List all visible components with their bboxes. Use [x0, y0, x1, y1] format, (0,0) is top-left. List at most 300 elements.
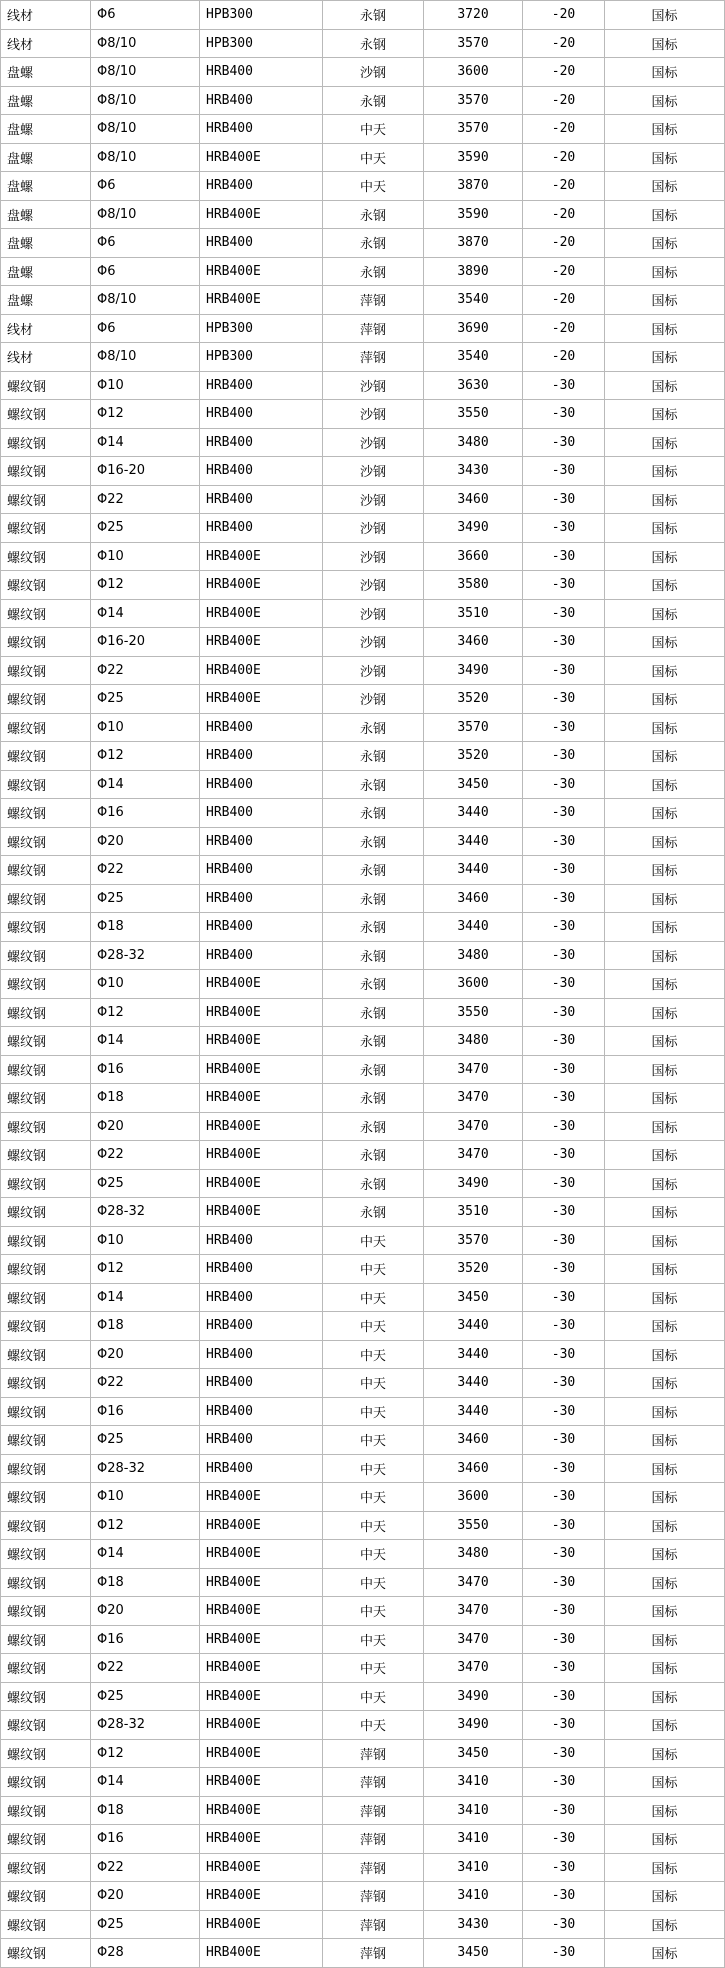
table-row [1, 1198, 725, 1227]
cell-spec: Φ18 [91, 913, 200, 942]
cell-product: 螺纹钢 [1, 1369, 91, 1398]
cell-change: -30 [523, 1568, 605, 1597]
cell-spec: Φ12 [91, 1739, 200, 1768]
cell-standard: 国标 [605, 1084, 725, 1113]
cell-price: 3590 [424, 143, 523, 172]
table-body [1, 1, 725, 1968]
cell-price: 3470 [424, 1112, 523, 1141]
cell-grade: HRB400 [200, 770, 323, 799]
cell-product: 螺纹钢 [1, 913, 91, 942]
cell-standard: 国标 [605, 1711, 725, 1740]
cell-price: 3450 [424, 1283, 523, 1312]
cell-price: 3410 [424, 1825, 523, 1854]
cell-spec: Φ12 [91, 1255, 200, 1284]
cell-product: 螺纹钢 [1, 998, 91, 1027]
cell-spec: Φ14 [91, 1540, 200, 1569]
cell-standard: 国标 [605, 599, 725, 628]
cell-grade: HRB400 [200, 1255, 323, 1284]
cell-price: 3460 [424, 628, 523, 657]
cell-change: -20 [523, 86, 605, 115]
cell-spec: Φ12 [91, 571, 200, 600]
cell-price: 3550 [424, 998, 523, 1027]
table-row [1, 542, 725, 571]
cell-grade: HRB400 [200, 115, 323, 144]
cell-spec: Φ22 [91, 1654, 200, 1683]
cell-change: -20 [523, 143, 605, 172]
cell-factory: 萍钢 [323, 343, 424, 372]
cell-product: 螺纹钢 [1, 371, 91, 400]
cell-product: 螺纹钢 [1, 1454, 91, 1483]
cell-standard: 国标 [605, 172, 725, 201]
cell-price: 3410 [424, 1796, 523, 1825]
cell-factory: 中天 [323, 1511, 424, 1540]
cell-change: -20 [523, 229, 605, 258]
cell-grade: HRB400 [200, 913, 323, 942]
cell-change: -30 [523, 1198, 605, 1227]
cell-price: 3480 [424, 1540, 523, 1569]
cell-spec: Φ16 [91, 1825, 200, 1854]
cell-grade: HRB400 [200, 1312, 323, 1341]
cell-spec: Φ8/10 [91, 29, 200, 58]
cell-standard: 国标 [605, 1055, 725, 1084]
cell-product: 盘螺 [1, 286, 91, 315]
cell-grade: HRB400E [200, 998, 323, 1027]
cell-price: 3440 [424, 1340, 523, 1369]
cell-standard: 国标 [605, 457, 725, 486]
cell-grade: HPB300 [200, 29, 323, 58]
cell-change: -30 [523, 1682, 605, 1711]
cell-spec: Φ20 [91, 1112, 200, 1141]
table-row [1, 1426, 725, 1455]
cell-change: -30 [523, 1654, 605, 1683]
cell-price: 3520 [424, 685, 523, 714]
cell-factory: 中天 [323, 1625, 424, 1654]
table-row [1, 1169, 725, 1198]
cell-spec: Φ16 [91, 1397, 200, 1426]
cell-grade: HRB400 [200, 799, 323, 828]
cell-product: 螺纹钢 [1, 1112, 91, 1141]
cell-standard: 国标 [605, 742, 725, 771]
cell-factory: 永钢 [323, 257, 424, 286]
cell-spec: Φ10 [91, 1226, 200, 1255]
cell-change: -30 [523, 856, 605, 885]
table-row [1, 970, 725, 999]
cell-factory: 永钢 [323, 713, 424, 742]
cell-spec: Φ10 [91, 542, 200, 571]
cell-grade: HRB400E [200, 1654, 323, 1683]
cell-grade: HRB400 [200, 1454, 323, 1483]
table-row [1, 1369, 725, 1398]
cell-spec: Φ22 [91, 856, 200, 885]
cell-factory: 中天 [323, 115, 424, 144]
cell-spec: Φ12 [91, 400, 200, 429]
cell-price: 3430 [424, 457, 523, 486]
cell-product: 螺纹钢 [1, 428, 91, 457]
cell-price: 3470 [424, 1654, 523, 1683]
cell-change: -30 [523, 913, 605, 942]
cell-standard: 国标 [605, 1454, 725, 1483]
cell-spec: Φ12 [91, 742, 200, 771]
cell-spec: Φ6 [91, 314, 200, 343]
cell-price: 3470 [424, 1568, 523, 1597]
cell-factory: 永钢 [323, 229, 424, 258]
cell-standard: 国标 [605, 371, 725, 400]
cell-grade: HRB400E [200, 1568, 323, 1597]
cell-grade: HRB400E [200, 1540, 323, 1569]
table-row [1, 1454, 725, 1483]
cell-product: 螺纹钢 [1, 1540, 91, 1569]
table-row [1, 1255, 725, 1284]
table-row [1, 1511, 725, 1540]
cell-product: 螺纹钢 [1, 1312, 91, 1341]
cell-product: 螺纹钢 [1, 1483, 91, 1512]
cell-change: -30 [523, 1084, 605, 1113]
cell-grade: HPB300 [200, 314, 323, 343]
cell-spec: Φ28-32 [91, 1454, 200, 1483]
cell-price: 3410 [424, 1853, 523, 1882]
cell-standard: 国标 [605, 514, 725, 543]
cell-grade: HRB400E [200, 1739, 323, 1768]
cell-grade: HRB400 [200, 856, 323, 885]
cell-product: 螺纹钢 [1, 1739, 91, 1768]
table-row [1, 58, 725, 87]
cell-change: -20 [523, 1, 605, 30]
cell-grade: HRB400 [200, 1369, 323, 1398]
cell-standard: 国标 [605, 827, 725, 856]
cell-price: 3600 [424, 58, 523, 87]
cell-product: 螺纹钢 [1, 970, 91, 999]
cell-change: -30 [523, 656, 605, 685]
table-row [1, 941, 725, 970]
cell-factory: 永钢 [323, 86, 424, 115]
cell-factory: 萍钢 [323, 286, 424, 315]
table-row [1, 1340, 725, 1369]
cell-spec: Φ14 [91, 1027, 200, 1056]
cell-product: 螺纹钢 [1, 1910, 91, 1939]
table-row [1, 400, 725, 429]
cell-standard: 国标 [605, 713, 725, 742]
table-row [1, 1141, 725, 1170]
table-row [1, 1682, 725, 1711]
cell-grade: HRB400E [200, 286, 323, 315]
table-row [1, 1825, 725, 1854]
cell-product: 螺纹钢 [1, 1654, 91, 1683]
cell-standard: 国标 [605, 856, 725, 885]
cell-product: 线材 [1, 314, 91, 343]
cell-standard: 国标 [605, 115, 725, 144]
cell-factory: 萍钢 [323, 1796, 424, 1825]
table-row [1, 172, 725, 201]
cell-price: 3450 [424, 1939, 523, 1968]
cell-standard: 国标 [605, 286, 725, 315]
cell-change: -30 [523, 1739, 605, 1768]
cell-standard: 国标 [605, 656, 725, 685]
cell-factory: 沙钢 [323, 628, 424, 657]
cell-price: 3470 [424, 1625, 523, 1654]
cell-product: 盘螺 [1, 200, 91, 229]
cell-spec: Φ28-32 [91, 1711, 200, 1740]
table-row [1, 1939, 725, 1968]
cell-spec: Φ20 [91, 1340, 200, 1369]
cell-grade: HRB400E [200, 599, 323, 628]
cell-spec: Φ18 [91, 1568, 200, 1597]
cell-grade: HRB400 [200, 229, 323, 258]
cell-factory: 中天 [323, 1483, 424, 1512]
cell-spec: Φ22 [91, 1141, 200, 1170]
cell-factory: 中天 [323, 1540, 424, 1569]
table-row [1, 314, 725, 343]
cell-price: 3510 [424, 599, 523, 628]
cell-factory: 中天 [323, 1283, 424, 1312]
cell-price: 3600 [424, 970, 523, 999]
cell-factory: 萍钢 [323, 1910, 424, 1939]
cell-product: 盘螺 [1, 58, 91, 87]
cell-spec: Φ20 [91, 1882, 200, 1911]
cell-grade: HRB400E [200, 1796, 323, 1825]
table-row [1, 1853, 725, 1882]
cell-change: -30 [523, 1483, 605, 1512]
cell-product: 螺纹钢 [1, 571, 91, 600]
cell-product: 螺纹钢 [1, 1568, 91, 1597]
cell-change: -30 [523, 1426, 605, 1455]
cell-product: 螺纹钢 [1, 856, 91, 885]
cell-grade: HRB400E [200, 970, 323, 999]
cell-grade: HRB400 [200, 884, 323, 913]
cell-grade: HRB400E [200, 1768, 323, 1797]
cell-grade: HRB400 [200, 941, 323, 970]
cell-grade: HRB400 [200, 58, 323, 87]
cell-product: 螺纹钢 [1, 1853, 91, 1882]
cell-price: 3430 [424, 1910, 523, 1939]
cell-spec: Φ16 [91, 1055, 200, 1084]
cell-factory: 中天 [323, 1397, 424, 1426]
cell-factory: 永钢 [323, 913, 424, 942]
cell-factory: 永钢 [323, 1198, 424, 1227]
cell-factory: 中天 [323, 172, 424, 201]
cell-factory: 沙钢 [323, 428, 424, 457]
cell-factory: 永钢 [323, 827, 424, 856]
cell-change: -30 [523, 1796, 605, 1825]
table-row [1, 856, 725, 885]
cell-price: 3440 [424, 856, 523, 885]
cell-standard: 国标 [605, 143, 725, 172]
cell-spec: Φ8/10 [91, 343, 200, 372]
cell-change: -30 [523, 742, 605, 771]
cell-price: 3590 [424, 200, 523, 229]
cell-price: 3440 [424, 827, 523, 856]
cell-grade: HRB400E [200, 1825, 323, 1854]
cell-standard: 国标 [605, 200, 725, 229]
cell-product: 螺纹钢 [1, 1796, 91, 1825]
cell-spec: Φ16 [91, 799, 200, 828]
cell-standard: 国标 [605, 1483, 725, 1512]
cell-standard: 国标 [605, 1, 725, 30]
cell-change: -30 [523, 1340, 605, 1369]
cell-product: 盘螺 [1, 172, 91, 201]
cell-spec: Φ10 [91, 1483, 200, 1512]
table-row [1, 1540, 725, 1569]
table-row [1, 29, 725, 58]
cell-standard: 国标 [605, 1112, 725, 1141]
cell-standard: 国标 [605, 628, 725, 657]
cell-product: 线材 [1, 1, 91, 30]
cell-factory: 萍钢 [323, 1882, 424, 1911]
cell-factory: 永钢 [323, 970, 424, 999]
cell-spec: Φ28 [91, 1939, 200, 1968]
cell-factory: 中天 [323, 1597, 424, 1626]
table-row [1, 1283, 725, 1312]
cell-grade: HRB400E [200, 1055, 323, 1084]
cell-standard: 国标 [605, 1369, 725, 1398]
cell-product: 螺纹钢 [1, 1397, 91, 1426]
cell-grade: HRB400 [200, 713, 323, 742]
cell-change: -30 [523, 571, 605, 600]
cell-factory: 沙钢 [323, 685, 424, 714]
cell-change: -20 [523, 29, 605, 58]
cell-spec: Φ28-32 [91, 1198, 200, 1227]
table-row [1, 485, 725, 514]
cell-price: 3660 [424, 542, 523, 571]
cell-change: -30 [523, 400, 605, 429]
cell-change: -30 [523, 827, 605, 856]
cell-product: 线材 [1, 343, 91, 372]
cell-standard: 国标 [605, 1796, 725, 1825]
cell-factory: 永钢 [323, 770, 424, 799]
cell-factory: 永钢 [323, 884, 424, 913]
cell-product: 螺纹钢 [1, 1882, 91, 1911]
table-row [1, 1483, 725, 1512]
cell-grade: HRB400E [200, 257, 323, 286]
cell-standard: 国标 [605, 400, 725, 429]
cell-standard: 国标 [605, 1283, 725, 1312]
cell-grade: HRB400 [200, 1226, 323, 1255]
cell-change: -30 [523, 884, 605, 913]
cell-standard: 国标 [605, 1397, 725, 1426]
cell-change: -30 [523, 1027, 605, 1056]
cell-price: 3570 [424, 29, 523, 58]
cell-factory: 沙钢 [323, 542, 424, 571]
cell-grade: HRB400E [200, 1483, 323, 1512]
cell-factory: 永钢 [323, 1112, 424, 1141]
cell-grade: HRB400E [200, 1625, 323, 1654]
cell-standard: 国标 [605, 1825, 725, 1854]
cell-product: 螺纹钢 [1, 1768, 91, 1797]
cell-factory: 沙钢 [323, 485, 424, 514]
cell-grade: HRB400E [200, 656, 323, 685]
cell-spec: Φ28-32 [91, 941, 200, 970]
cell-grade: HRB400 [200, 742, 323, 771]
cell-factory: 沙钢 [323, 400, 424, 429]
cell-price: 3890 [424, 257, 523, 286]
cell-factory: 永钢 [323, 1, 424, 30]
cell-product: 螺纹钢 [1, 485, 91, 514]
table-row [1, 1112, 725, 1141]
cell-change: -30 [523, 1283, 605, 1312]
cell-change: -30 [523, 1625, 605, 1654]
table-row [1, 257, 725, 286]
cell-change: -30 [523, 1112, 605, 1141]
cell-grade: HRB400 [200, 1340, 323, 1369]
cell-standard: 国标 [605, 1768, 725, 1797]
cell-standard: 国标 [605, 485, 725, 514]
cell-grade: HRB400E [200, 1882, 323, 1911]
cell-price: 3550 [424, 400, 523, 429]
cell-price: 3490 [424, 1682, 523, 1711]
cell-spec: Φ10 [91, 970, 200, 999]
cell-factory: 萍钢 [323, 1939, 424, 1968]
cell-spec: Φ18 [91, 1796, 200, 1825]
cell-standard: 国标 [605, 1511, 725, 1540]
cell-product: 螺纹钢 [1, 1939, 91, 1968]
cell-price: 3490 [424, 1711, 523, 1740]
cell-product: 螺纹钢 [1, 1625, 91, 1654]
cell-standard: 国标 [605, 1198, 725, 1227]
cell-factory: 永钢 [323, 1084, 424, 1113]
cell-product: 螺纹钢 [1, 884, 91, 913]
cell-grade: HRB400E [200, 628, 323, 657]
cell-standard: 国标 [605, 1682, 725, 1711]
cell-change: -30 [523, 799, 605, 828]
cell-spec: Φ6 [91, 172, 200, 201]
cell-factory: 中天 [323, 1682, 424, 1711]
cell-spec: Φ8/10 [91, 115, 200, 144]
cell-factory: 沙钢 [323, 371, 424, 400]
table-row [1, 286, 725, 315]
cell-product: 螺纹钢 [1, 1283, 91, 1312]
cell-factory: 永钢 [323, 1055, 424, 1084]
cell-change: -30 [523, 1369, 605, 1398]
cell-price: 3480 [424, 428, 523, 457]
table-row [1, 1739, 725, 1768]
cell-factory: 永钢 [323, 29, 424, 58]
cell-factory: 沙钢 [323, 58, 424, 87]
cell-standard: 国标 [605, 1853, 725, 1882]
cell-change: -30 [523, 685, 605, 714]
cell-product: 线材 [1, 29, 91, 58]
cell-price: 3480 [424, 941, 523, 970]
cell-change: -30 [523, 713, 605, 742]
cell-price: 3440 [424, 799, 523, 828]
cell-change: -30 [523, 1169, 605, 1198]
cell-spec: Φ16-20 [91, 628, 200, 657]
table-row [1, 827, 725, 856]
cell-price: 3570 [424, 713, 523, 742]
cell-standard: 国标 [605, 1568, 725, 1597]
cell-change: -30 [523, 628, 605, 657]
table-row [1, 685, 725, 714]
cell-factory: 沙钢 [323, 656, 424, 685]
table-row [1, 514, 725, 543]
table-row [1, 428, 725, 457]
cell-product: 螺纹钢 [1, 1426, 91, 1455]
table-row [1, 742, 725, 771]
cell-grade: HRB400E [200, 1511, 323, 1540]
cell-change: -30 [523, 371, 605, 400]
cell-factory: 萍钢 [323, 1853, 424, 1882]
cell-price: 3450 [424, 1739, 523, 1768]
table-row [1, 1226, 725, 1255]
cell-change: -30 [523, 542, 605, 571]
cell-product: 螺纹钢 [1, 1511, 91, 1540]
cell-grade: HRB400E [200, 1198, 323, 1227]
cell-factory: 沙钢 [323, 599, 424, 628]
cell-product: 螺纹钢 [1, 799, 91, 828]
cell-product: 盘螺 [1, 86, 91, 115]
cell-product: 螺纹钢 [1, 457, 91, 486]
cell-spec: Φ16 [91, 1625, 200, 1654]
table-row [1, 1084, 725, 1113]
cell-spec: Φ8/10 [91, 86, 200, 115]
